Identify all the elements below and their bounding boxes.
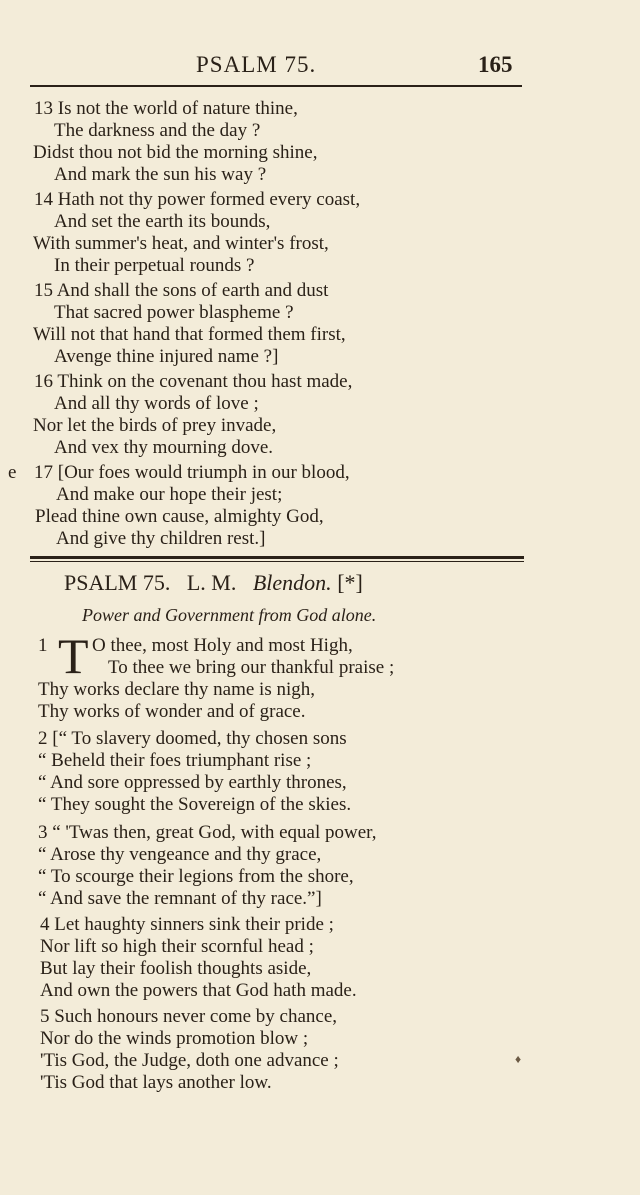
running-head [0,52,640,82]
verse-line: 'Tis God that lays another low. [40,1072,272,1093]
hymn-subtitle: Power and Government from God alone. [82,605,377,625]
verse-line: Plead thine own cause, almighty God, [35,506,324,527]
verse-line: Thy works of wonder and of grace. [38,701,306,722]
verse-line: Didst thou not bid the morning shine, [33,142,318,163]
verse-line: 5 Such honours never come by chance, [40,1006,338,1027]
verse-line: And set the earth its bounds, [54,211,271,232]
verse-line: O thee, most Holy and most High, [92,635,353,656]
verse-line: And make our hope their jest; [56,484,283,505]
hymn-mark: [*] [337,570,363,595]
section-rule-thick [30,556,524,559]
verse-line: 14 Hath not thy power formed every coast, [34,189,361,210]
verse-line: 15 And shall the sons of earth and dust [34,280,329,301]
verse-line: And vex thy mourning dove. [54,437,274,458]
margin-mark: e [8,462,17,483]
verse-line: And own the powers that God hath made. [40,980,357,1001]
verse-line: Will not that hand that formed them first, [33,324,346,345]
verse-line: Nor do the winds promotion blow ; [40,1028,309,1049]
verse-line: “ Arose thy vengeance and thy grace, [38,844,322,865]
verse-line: 3 “ 'Twas then, great God, with equal power, [38,822,377,843]
hymn-psalm: PSALM 75. [64,570,171,595]
page-number: 165 [478,52,513,77]
hymn-title [64,570,363,596]
verse-number: 1 [38,635,48,656]
verse-line: “ And save the remnant of thy race.”] [38,888,322,909]
verse-line: That sacred power blaspheme ? [54,302,294,323]
drop-cap: T [58,628,89,684]
verse-line: Nor let the birds of prey invade, [33,415,277,436]
verse-line: In their perpetual rounds ? [54,255,255,276]
verse-line: To thee we bring our thankful praise ; [108,657,395,678]
verse-line: “ To scourge their legions from the shore, [38,866,354,887]
running-head-title: PSALM 75. [196,52,317,77]
verse-line: With summer's heat, and winter's frost, [33,233,329,254]
hymn-meter: L. M. [186,570,237,595]
verse-line: And give thy children rest.] [56,528,266,549]
section-rule-thin [30,561,524,562]
verse-line: And mark the sun his way ? [54,164,267,185]
hymn-tune: Blendon. [252,570,332,595]
verse-line: 17 [Our foes would triumph in our blood, [34,462,350,483]
verse-line: 4 Let haughty sinners sink their pride ; [40,914,334,935]
verse-line: Nor lift so high their scornful head ; [40,936,314,957]
verse-line: And all thy words of love ; [54,393,259,414]
verse-line: 'Tis God, the Judge, doth one advance ; [40,1050,339,1071]
verse-line: 2 [“ To slavery doomed, thy chosen sons [38,728,347,749]
verse-line: Thy works declare thy name is nigh, [38,679,316,700]
verse-line: “ They sought the Sovereign of the skies. [38,794,352,815]
verse-line: 16 Think on the covenant thou hast made, [34,371,353,392]
verse-line: “ And sore oppressed by earthly thrones, [38,772,347,793]
verse-line: 13 Is not the world of nature thine, [34,98,298,119]
header-rule [30,85,522,87]
verse-line: “ Beheld their foes triumphant rise ; [38,750,312,771]
verse-line: But lay their foolish thoughts aside, [40,958,312,979]
verse-line: Avenge thine injured name ?] [54,346,279,367]
ink-speck-icon: ♦ [515,1052,522,1066]
verse-line: The darkness and the day ? [54,120,261,141]
